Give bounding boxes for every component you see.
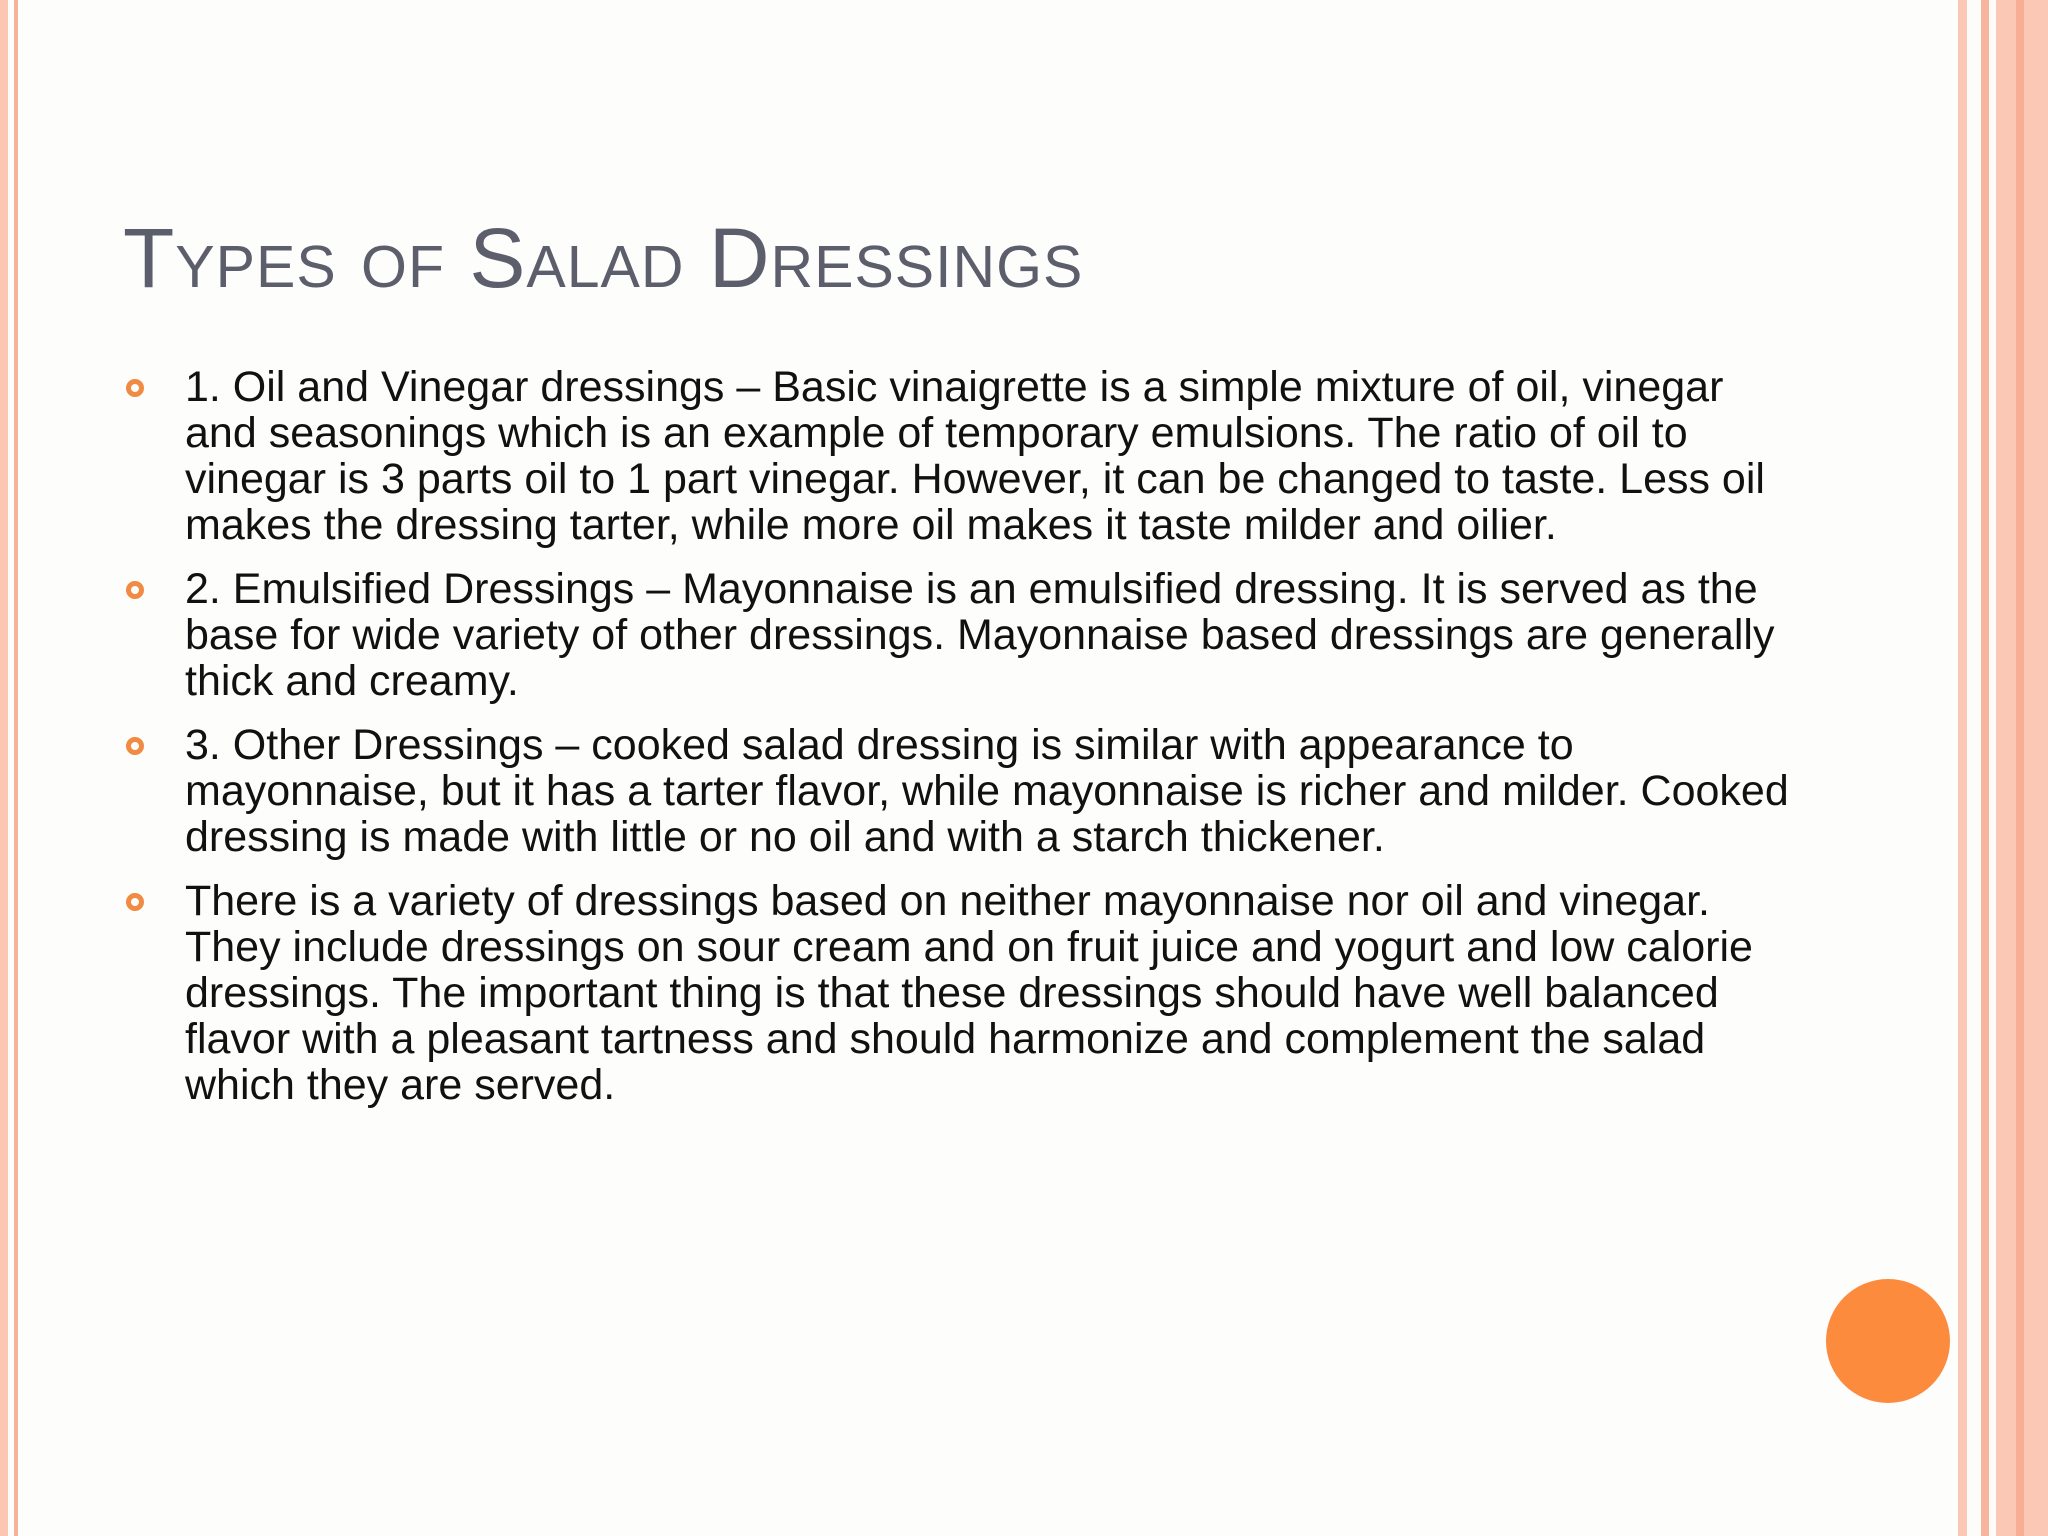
bullet-item-oil-vinegar <box>123 364 1793 548</box>
left-border-outer <box>0 0 8 1536</box>
ring-bullet-icon <box>126 737 144 755</box>
bullet-item-emulsified <box>123 566 1793 704</box>
orange-circle-icon <box>1826 1279 1950 1403</box>
ring-bullet-icon <box>126 581 144 599</box>
right-border-stripe-2 <box>1981 0 1989 1536</box>
bullet-item-variety <box>123 878 1793 1108</box>
bullet-text: 1. Oil and Vinegar dressings – Basic vinaigrette is a simple mixture of oil, vinegar and seasonings which is an example of temporary emulsions. The ratio of oil to vinegar is 3 parts oil to 1 part vinegar. However, it can be changed to taste. Less oil makes the dressing tarter, while more oil makes it taste milder and oilier. <box>185 363 1765 549</box>
right-border-stripe-4 <box>2016 0 2024 1536</box>
bullet-list <box>123 364 1793 1126</box>
slide-title: Types of Salad Dressings <box>123 211 1084 305</box>
ring-bullet-icon <box>126 379 144 397</box>
bullet-text: 2. Emulsified Dressings – Mayonnaise is an emulsified dressing. It is served as the base for wide variety of other dressings. Mayonnaise based dressings are generally thick and creamy. <box>185 565 1775 705</box>
bullet-text: 3. Other Dressings – cooked salad dressing is similar with appearance to mayonnaise, but it has a tarter flavor, while mayonnaise is richer and milder. Cooked dressing is made with little or no oil and with a starch thickener. <box>185 721 1789 861</box>
ring-bullet-icon <box>126 893 144 911</box>
right-border-stripe-1 <box>1958 0 1967 1536</box>
bullet-text: There is a variety of dressings based on neither mayonnaise nor oil and vinegar. They include dressings on sour cream and on fruit juice and yogurt and low calorie dressings. The important thing is that these dressings should have well balanced flavor with a pleasant tartness and should harmonize and complement the salad which they are served. <box>185 877 1753 1109</box>
bullet-item-other-dressings <box>123 722 1793 860</box>
